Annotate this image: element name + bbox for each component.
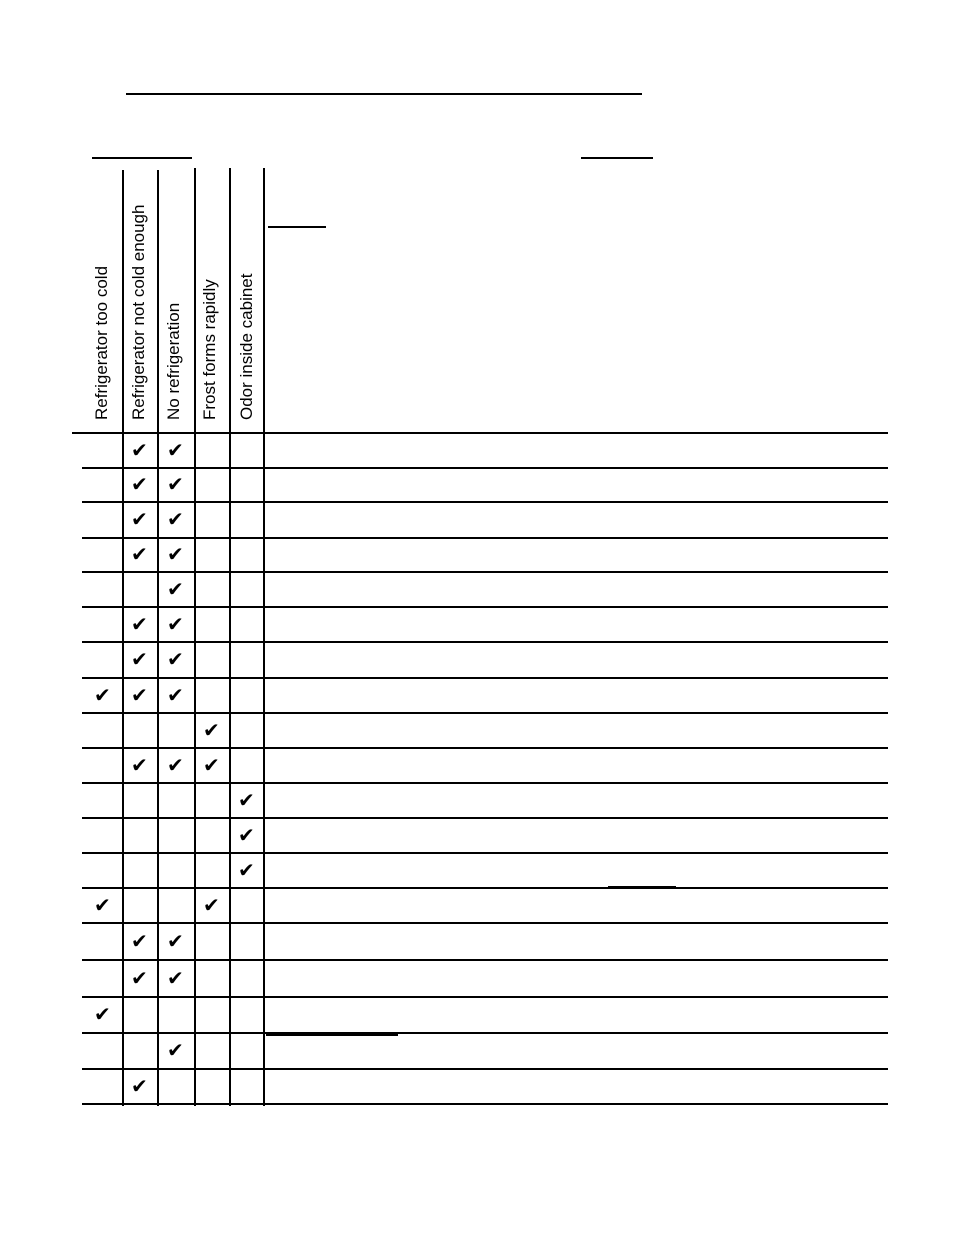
header-divider-2: [157, 170, 159, 432]
column-rule-4: [229, 432, 231, 1106]
column-header-frost-forms: Frost forms rapidly: [200, 279, 219, 420]
row-rule-2: [82, 501, 888, 503]
check-mark-icon: ✔: [167, 611, 184, 636]
header-divider-1: [122, 170, 124, 432]
check-mark-icon: ✔: [131, 542, 148, 566]
partial-rule-c: [266, 1034, 398, 1036]
column-header-no-refrigeration: No refrigeration: [164, 302, 183, 420]
row-rule-8: [82, 712, 888, 714]
check-mark-icon: ✔: [167, 752, 184, 777]
row-rule-1: [82, 467, 888, 469]
check-mark-icon: ✔: [131, 752, 148, 777]
column-rule-1: [122, 432, 124, 1106]
check-mark-icon: ✔: [131, 1073, 148, 1098]
check-mark-icon: ✔: [167, 965, 184, 990]
row-rule-18: [82, 1068, 888, 1070]
column-group-rule: [92, 157, 192, 159]
check-mark-icon: ✔: [131, 965, 148, 990]
check-mark-icon: ✔: [94, 892, 111, 917]
heading-rule: [581, 157, 653, 159]
header-divider-5: [263, 168, 265, 432]
header-divider-4: [229, 168, 231, 438]
check-mark-icon: ✔: [203, 752, 220, 777]
row-rule-14: [82, 922, 888, 924]
row-rule-17: [82, 1032, 888, 1034]
check-mark-icon: ✔: [238, 857, 255, 882]
partial-rule-a: [262, 887, 446, 889]
row-rule-4: [82, 571, 888, 573]
column-rule-3: [194, 432, 196, 1106]
check-mark-icon: ✔: [131, 682, 148, 707]
check-mark-icon: ✔: [94, 682, 111, 707]
row-rule-9: [82, 747, 888, 749]
row-rule-13: [82, 887, 888, 889]
check-mark-icon: ✔: [167, 682, 184, 707]
column-rule-2: [157, 432, 159, 1106]
row-rule-3: [82, 537, 888, 539]
column-header-odor: Odor inside cabinet: [237, 273, 256, 420]
header-divider-3: [194, 168, 196, 432]
check-mark-icon: ✔: [203, 717, 220, 742]
check-mark-icon: ✔: [203, 892, 220, 917]
check-mark-icon: ✔: [94, 1002, 111, 1026]
row-rule-15: [82, 959, 888, 961]
column-rule-5: [263, 432, 265, 1106]
row-rule-11: [82, 817, 888, 819]
check-mark-icon: ✔: [238, 822, 255, 847]
check-mark-icon: ✔: [167, 507, 184, 531]
check-mark-icon: ✔: [167, 1038, 184, 1062]
column-header-too-cold: Refrigerator too cold: [92, 265, 111, 420]
check-mark-icon: ✔: [131, 472, 148, 496]
row-rule-5: [82, 606, 888, 608]
row-rule-6: [82, 641, 888, 643]
check-mark-icon: ✔: [238, 787, 255, 812]
check-mark-icon: ✔: [131, 437, 148, 462]
partial-rule-b: [608, 886, 676, 888]
check-mark-icon: ✔: [167, 928, 184, 953]
row-rule-19: [82, 1103, 888, 1105]
row-rule-7: [82, 677, 888, 679]
check-mark-icon: ✔: [131, 507, 148, 531]
check-mark-icon: ✔: [131, 611, 148, 636]
check-mark-icon: ✔: [131, 647, 148, 671]
check-mark-icon: ✔: [167, 472, 184, 496]
check-mark-icon: ✔: [131, 928, 148, 953]
column-header-not-cold-enough: Refrigerator not cold enough: [129, 204, 148, 420]
title-rule: [126, 93, 642, 95]
check-mark-icon: ✔: [167, 542, 184, 566]
row-rule-16: [82, 996, 888, 998]
check-mark-icon: ✔: [167, 576, 184, 601]
row-rule-12: [82, 852, 888, 854]
check-mark-icon: ✔: [167, 647, 184, 671]
subheading-rule: [268, 226, 326, 228]
row-rule-10: [82, 782, 888, 784]
check-mark-icon: ✔: [167, 437, 184, 462]
